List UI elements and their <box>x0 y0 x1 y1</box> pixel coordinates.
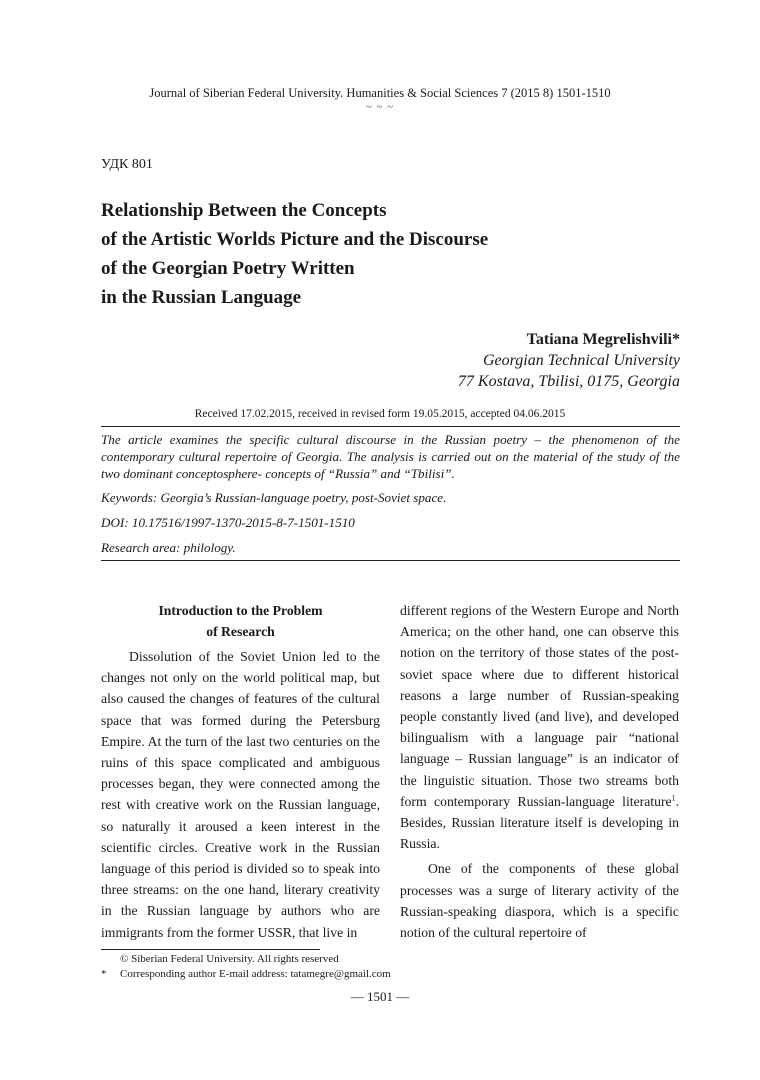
section-heading-line-1: Introduction to the Problem <box>158 603 323 618</box>
title-line-2: of the Artistic Worlds Picture and the Discourse <box>101 229 489 250</box>
journal-header: Journal of Siberian Federal University. Humanities & Social Sciences 7 (2015 8) 1501-1510 <box>149 86 611 100</box>
paragraph-right-1-text-b: . Besides, Russian literature itself is developing in Russia. <box>400 793 679 852</box>
left-column <box>101 600 380 943</box>
author-affiliation: Georgian Technical University <box>482 352 680 369</box>
divider-bottom <box>101 560 680 561</box>
paragraph-right-1 <box>400 600 679 854</box>
footnote-copyright <box>101 952 339 966</box>
paragraph-right-1-text-a: different regions of the Western Europe and North America; on the other hand, one can observe this notion on the territory of those states of the post-soviet space where due to different historical reasons a large number of Russian-speaking people constantly lived (and live), and developed bilingualism with a language pair “national language – Russian language” is an indicator of the linguistic situation. Those two streams both form contemporary Russian-language literature <box>400 603 679 809</box>
corresponding-text: Corresponding author E-mail address: tatamegre@gmail.com <box>120 968 391 980</box>
author-block <box>458 329 680 392</box>
right-column <box>400 600 679 943</box>
title-line-4: in the Russian Language <box>101 287 302 308</box>
paragraph-left-1: Dissolution of the Soviet Union led to the changes not only on the world political map, but also caused the changes of features of the cultural space that was formed during the Petersburg Empire. At the turn of the last two centuries on the ruins of this space complicated and ambiguous processes began, they were connected among the rest with creative work on the Russian language, so naturally it aroused a keen interest in the scientific circles. Creative work in the Russian language of this period is divided so to speak into three streams: on the one hand, literary creativity in the Russian language by authors who are immigrants from the former USSR, that live in <box>101 649 380 940</box>
footnote-divider <box>101 949 320 950</box>
header-ornament: ~ ~ ~ <box>365 101 395 113</box>
section-heading <box>101 600 380 642</box>
article-title <box>101 196 661 312</box>
research-area: Research area: philology. <box>101 540 236 555</box>
author-address: 77 Kostava, Tbilisi, 0175, Georgia <box>457 373 680 390</box>
copyright-text: © Siberian Federal University. All rights reserved <box>120 953 339 965</box>
page-number: — 1501 — <box>350 989 410 1004</box>
title-line-1: Relationship Between the Concepts <box>101 200 387 221</box>
divider-top <box>101 426 680 427</box>
received-dates: Received 17.02.2015, received in revised form 19.05.2015, accepted 04.06.2015 <box>194 408 566 420</box>
paragraph-right-2: One of the components of these global processes was a surge of literary activity of the Russian-speaking diaspora, which is a specific notion of the cultural repertoire of <box>400 861 679 941</box>
udk-code: УДК 801 <box>101 157 153 172</box>
abstract: The article examines the specific cultural discourse in the Russian poetry – the phenomenon of the contemporary cultural repertoire of Georgia. The analysis is carried out on the material of the study of the two dominant conceptosphere- concepts of “Russia” and “Tbilisi”. <box>101 432 680 481</box>
author-name: Tatiana Megrelishvili* <box>526 331 680 348</box>
keywords: Keywords: Georgia’s Russian-language poetry, post-Soviet space. <box>101 490 447 505</box>
footnote-star: * <box>101 968 107 980</box>
footnote-corresponding <box>101 967 391 981</box>
footnote-ref-1: 1 <box>671 793 676 803</box>
section-heading-line-2: of Research <box>206 624 275 639</box>
doi: DOI: 10.17516/1997-1370-2015-8-7-1501-1510 <box>101 515 355 530</box>
title-line-3: of the Georgian Poetry Written <box>101 258 355 279</box>
